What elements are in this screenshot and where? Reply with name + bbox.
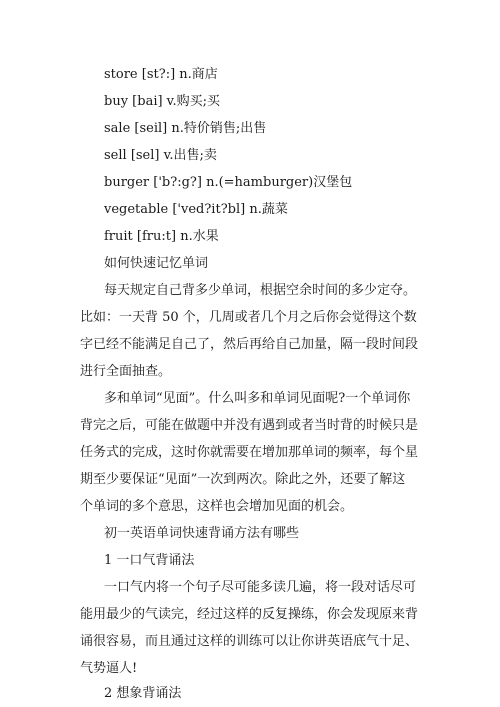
vocab-item-fruit: fruit [fru:t] n.水果 (104, 229, 219, 244)
vocab-item-sell: sell [sel] v.出售;卖 (104, 148, 217, 163)
section-title-memorize: 如何快速记忆单词 (104, 256, 209, 271)
para1-line-4: 进行全面抽查。 (80, 364, 172, 379)
vocab-item-store: store [st?:] n.商店 (104, 67, 218, 82)
vocab-item-burger: burger ['b?:g?] n.(=hamburger)汉堡包 (104, 175, 353, 190)
method-2-title: 2 想象背诵法 (104, 686, 182, 701)
para2-line-2: 背完之后，可能在做题中并没有遇到或者当时背的时候只是 (80, 418, 419, 433)
para3-line-2: 能用最少的气读完，经过这样的反复操练，你会发现原来背 (80, 607, 419, 622)
para1-line-3: 字已经不能满足自己了，然后再给自己加量，隔一段时间段 (80, 337, 419, 352)
para2-line-5: 个单词的多个意思，这样也会增加见面的机会。 (80, 499, 354, 514)
para3-line-1: 一口气内将一个句子尽可能多读几遍，将一段对话尽可 (104, 580, 417, 595)
para2-line-3: 任务式的完成，这时你就需要在增加那单词的频率，每个星 (80, 445, 419, 460)
vocab-item-vegetable: vegetable ['ved?it?bl] n.蔬菜 (104, 202, 288, 217)
method-1-title: 1 一口气背诵法 (104, 553, 195, 568)
section-title-methods: 初一英语单词快速背诵方法有哪些 (104, 526, 300, 541)
vocab-item-buy: buy [bai] v.购买;买 (104, 94, 220, 109)
para2-line-4: 期至少要保证“见面”一次到两次。除此之外，还要了解这 (80, 472, 406, 487)
para1-line-2: 比如：一天背 50 个，几周或者几个月之后你会觉得这个数 (80, 310, 417, 325)
para1-line-1: 每天规定自己背多少单词，根据空余时间的多少定夺。 (104, 283, 417, 298)
para2-line-1: 多和单词“见面”。什么叫多和单词见面呢?一个单词你 (104, 391, 411, 406)
vocab-item-sale: sale [seil] n.特价销售;出售 (104, 121, 267, 136)
para3-line-4: 气势逼人! (80, 661, 138, 676)
para3-line-3: 诵很容易，而且通过这样的训练可以让你讲英语底气十足、 (80, 634, 419, 649)
